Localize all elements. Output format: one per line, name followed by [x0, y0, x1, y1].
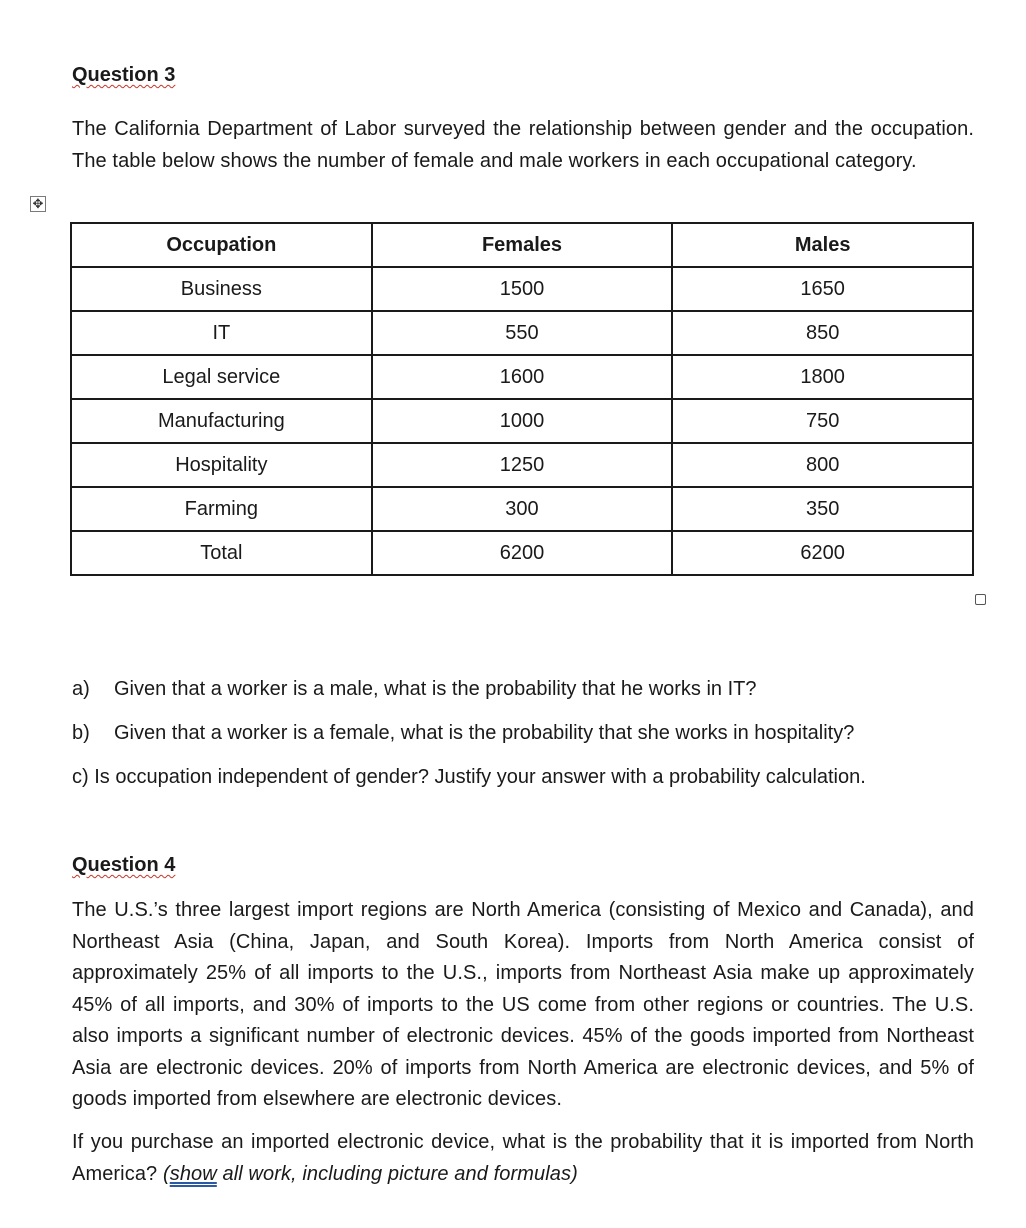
cell-males: 800 [672, 443, 973, 487]
question-4-prompt [72, 1127, 974, 1190]
table-row [71, 267, 973, 311]
part-c [72, 766, 866, 789]
cell-males: 750 [672, 399, 973, 443]
question-4-heading: Question 4 [72, 854, 176, 876]
cell-occupation: Hospitality [71, 443, 372, 487]
part-c-marker: c) [72, 766, 89, 788]
question-4-question: If you purchase an imported electronic device, what is the probability that it is imported from North America? [72, 1131, 974, 1185]
table-row-total [71, 531, 973, 575]
part-b-text: Given that a worker is a female, what is the probability that she works in hospitality? [114, 722, 855, 744]
cell-occupation: Legal service [71, 355, 372, 399]
cell-males: 6200 [672, 531, 973, 575]
note-underlined: show [169, 1162, 217, 1185]
note-rest: all work, including picture and formulas) [216, 1162, 578, 1185]
cell-occupation: Farming [71, 487, 372, 531]
resize-icon[interactable] [975, 594, 986, 605]
cell-males: 1800 [672, 355, 973, 399]
question-3-intro: The California Department of Labor surveyed the relationship between gender and the occupation. The table below shows the number of female and male workers in each occupational category. [72, 118, 974, 172]
part-a-text: Given that a worker is a male, what is the probability that he works in IT? [114, 678, 757, 700]
cell-occupation: Total [71, 531, 372, 575]
cell-females: 1500 [372, 267, 673, 311]
table-row [71, 311, 973, 355]
cell-females: 550 [372, 311, 673, 355]
cell-females: 1250 [372, 443, 673, 487]
table-row [71, 399, 973, 443]
occupation-table [70, 222, 974, 576]
note-open: ( [162, 1162, 170, 1185]
part-b-marker: b) [72, 722, 90, 744]
part-b [72, 722, 854, 745]
cell-males: 350 [672, 487, 973, 531]
cell-males: 1650 [672, 267, 973, 311]
part-a [72, 678, 757, 701]
table-header-row [71, 223, 973, 267]
table-row [71, 443, 973, 487]
cell-females: 6200 [372, 531, 673, 575]
table-row [71, 355, 973, 399]
cell-occupation: IT [71, 311, 372, 355]
header-occupation: Occupation [71, 223, 372, 267]
part-a-marker: a) [72, 678, 90, 700]
cell-females: 1000 [372, 399, 673, 443]
move-icon[interactable]: ✥ [30, 196, 46, 212]
table-row [71, 487, 973, 531]
cell-females: 1600 [372, 355, 673, 399]
cell-females: 300 [372, 487, 673, 531]
part-c-text: Is occupation independent of gender? Justify your answer with a probability calculation. [94, 766, 866, 788]
header-females: Females [372, 223, 673, 267]
question-4-paragraph: The U.S.’s three largest import regions are North America (consisting of Mexico and Canada), and Northeast Asia (China, Japan, and South Korea). Imports from North America consist of approximately 25% of all imports to the U.S., imports from Northeast Asia make up approximately 45% of all imports, and 30% of imports to the US come from other regions or countries. The U.S. also imports a significant number of electronic devices. 45% of the goods imported from Northeast Asia are electronic devices. 20% of imports from North America are electronic devices, and 5% of goods imported from elsewhere are electronic devices. [72, 899, 974, 1110]
header-males: Males [672, 223, 973, 267]
cell-males: 850 [672, 311, 973, 355]
cell-occupation: Business [71, 267, 372, 311]
cell-occupation: Manufacturing [71, 399, 372, 443]
question-3-heading: Question 3 [72, 64, 176, 86]
